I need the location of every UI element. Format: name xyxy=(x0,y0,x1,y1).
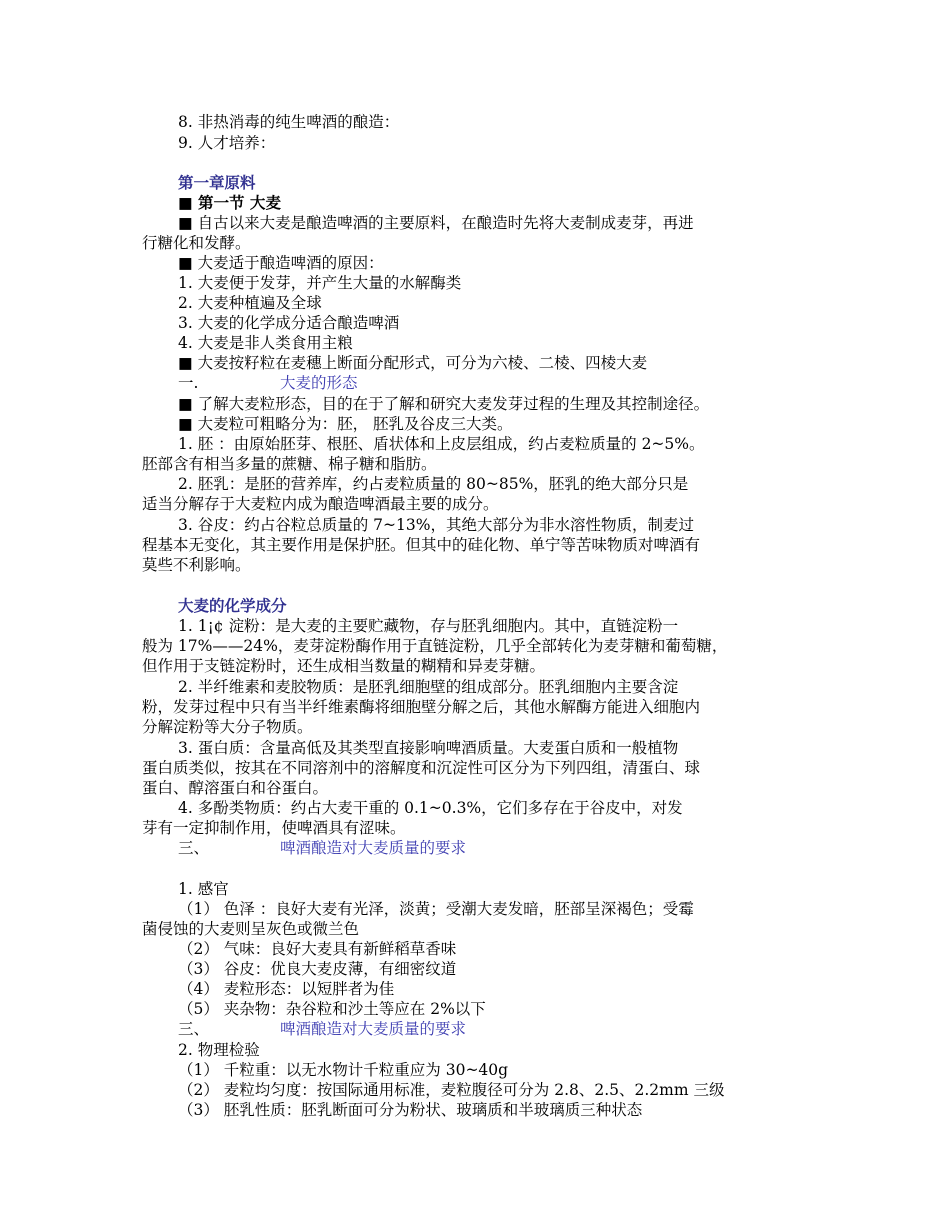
paragraph-line: 但作用于支链淀粉时，还生成相当数量的糊精和异麦芽糖。 xyxy=(142,657,546,675)
list-item: 3. 谷皮：约占谷粒总质量的 7~13%，其绝大部分为非水溶性物质，制麦过 xyxy=(178,516,694,534)
paragraph-line: 蛋白质类似，按其在不同溶剂中的溶解度和沉淀性可区分为下列四组，清蛋白、球 xyxy=(142,759,701,777)
paragraph-line: ■ 了解大麦粒形态，目的在于了解和研究大麦发芽过程的生理及其控制途径。 xyxy=(178,395,710,413)
list-item: （3） 谷皮：优良大麦皮薄，有细密纹道 xyxy=(178,960,457,978)
paragraph-line: ■ 大麦按籽粒在麦穗上断面分配形式，可分为六棱、二棱、四棱大麦 xyxy=(178,354,648,372)
list-item: 8. 非热消毒的纯生啤酒的酿造： xyxy=(178,113,400,131)
paragraph-line: ■ 大麦粒可粗略分为：胚， 胚乳及谷皮三大类。 xyxy=(178,415,513,433)
paragraph-line: 菌侵蚀的大麦则呈灰色或微兰色 xyxy=(142,920,360,938)
subsection-number: 三、 xyxy=(178,1020,210,1038)
paragraph-line: 粉，发芽过程中只有当半纤维素酶将细胞壁分解之后，其他水解酶方能进入细胞内 xyxy=(142,698,701,716)
list-item: 1. 感官 xyxy=(178,880,229,898)
list-item: 9. 人才培养： xyxy=(178,134,276,152)
list-item: （2） 气味：良好大麦具有新鲜稻草香味 xyxy=(178,940,457,958)
list-item: 2. 胚乳：是胚的营养库，约占麦粒质量的 80~85%，胚乳的绝大部分只是 xyxy=(178,475,689,493)
list-item: （3） 胚乳性质：胚乳断面可分为粉状、玻璃质和半玻璃质三种状态 xyxy=(178,1101,643,1119)
paragraph-line: 蛋白、醇溶蛋白和谷蛋白。 xyxy=(142,779,329,797)
list-item: 1. 大麦便于发芽，并产生大量的水解酶类 xyxy=(178,274,462,292)
list-item: 4. 大麦是非人类食用主粮 xyxy=(178,334,353,352)
list-item: （5） 夹杂物：杂谷粒和沙土等应在 2%以下 xyxy=(178,1000,486,1018)
list-item: 1. 1¡¢ 淀粉：是大麦的主要贮藏物，存与胚乳细胞内。其中，直链淀粉一 xyxy=(178,617,679,635)
section-heading: 大麦的化学成分 xyxy=(178,597,287,615)
subsection-heading: 大麦的形态 xyxy=(280,374,358,392)
list-item: 3. 大麦的化学成分适合酿造啤酒 xyxy=(178,314,400,332)
paragraph-line: 程基本无变化，其主要作用是保护胚。但其中的硅化物、单宁等苦味物质对啤酒有 xyxy=(142,536,701,554)
paragraph-line: 适当分解存于大麦粒内成为酿造啤酒最主要的成分。 xyxy=(142,495,499,513)
list-item: 2. 半纤维素和麦胶物质：是胚乳细胞壁的组成部分。胚乳细胞内主要含淀 xyxy=(178,678,679,696)
paragraph-line: ■ 自古以来大麦是酿造啤酒的主要原料，在酿造时先将大麦制成麦芽，再进 xyxy=(178,214,694,232)
subsection-number: 三、 xyxy=(178,839,210,857)
list-item: （2） 麦粒均匀度：按国际通用标准，麦粒腹径可分为 2.8、2.5、2.2mm 三级 xyxy=(178,1081,725,1099)
list-item: （4） 麦粒形态：以短胖者为佳 xyxy=(178,980,395,998)
paragraph-line: ■ 大麦适于酿造啤酒的原因： xyxy=(178,254,384,272)
paragraph-line: 胚部含有相当多量的蔗糖、棉子糖和脂肪。 xyxy=(142,455,437,473)
list-item: 1. 胚 ：由原始胚芽、根胚、盾状体和上皮层组成，约占麦粒质量的 2~5%。 xyxy=(178,435,705,453)
subsection-number: 一. xyxy=(178,374,199,392)
paragraph-line: 分解淀粉等大分子物质。 xyxy=(142,718,313,736)
list-item: 3. 蛋白质：含量高低及其类型直接影响啤酒质量。大麦蛋白质和一般植物 xyxy=(178,739,679,757)
paragraph-line: 般为 17%——24%，麦芽淀粉酶作用于直链淀粉，几乎全部转化为麦芽糖和葡萄糖， xyxy=(142,637,728,655)
paragraph-line: 芽有一定抑制作用，使啤酒具有涩味。 xyxy=(142,819,406,837)
paragraph-line: 行糖化和发酵。 xyxy=(142,234,251,252)
list-item: （1） 千粒重：以无水物计千粒重应为 30~40g xyxy=(178,1061,509,1079)
list-item: 2. 大麦种植遍及全球 xyxy=(178,294,322,312)
section-heading: ■ 第一节 大麦 xyxy=(178,194,281,212)
paragraph-line: 莫些不利影响。 xyxy=(142,556,251,574)
chapter-heading: 第一章原料 xyxy=(178,174,256,192)
subsection-heading: 啤酒酿造对大麦质量的要求 xyxy=(280,839,467,857)
list-item: 2. 物理检验 xyxy=(178,1041,260,1059)
list-item: （1） 色泽 ：良好大麦有光泽，淡黄；受潮大麦发暗，胚部呈深褐色；受霉 xyxy=(178,900,694,918)
list-item: 4. 多酚类物质：约占大麦干重的 0.1~0.3%，它们多存在于谷皮中，对发 xyxy=(178,799,683,817)
subsection-heading: 啤酒酿造对大麦质量的要求 xyxy=(280,1020,467,1038)
